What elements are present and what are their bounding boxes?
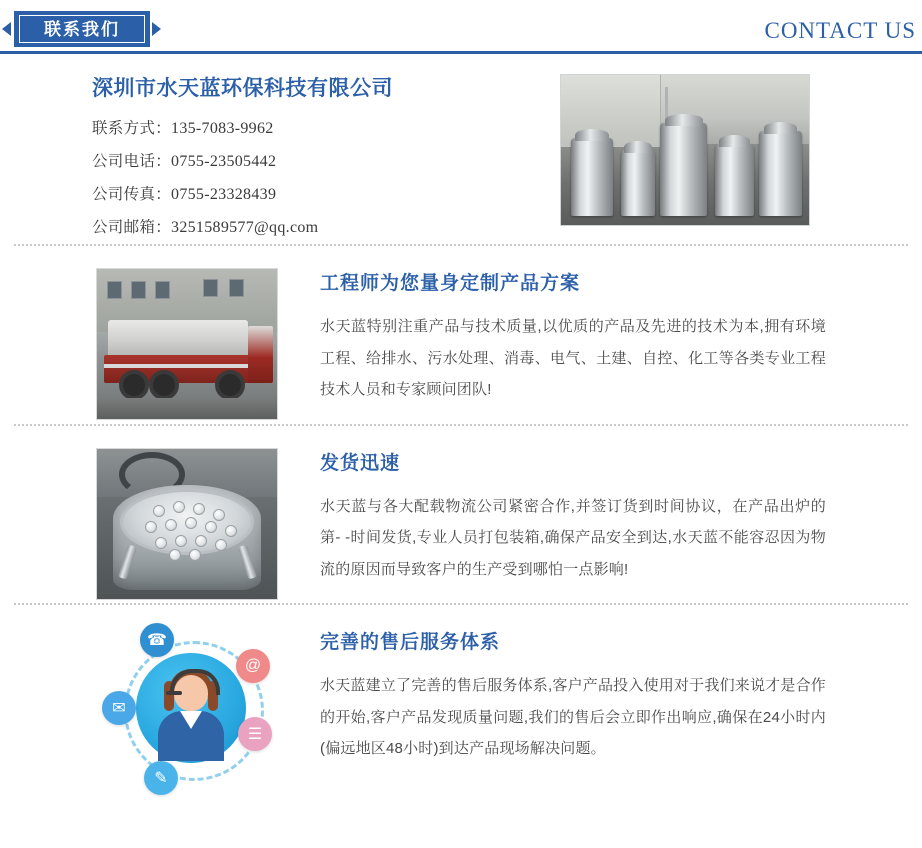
truck-cargo-load bbox=[108, 320, 248, 358]
feature-fast-delivery bbox=[0, 426, 922, 604]
vessel-nozzle bbox=[185, 517, 197, 529]
header-english-title: CONTACT US bbox=[764, 18, 916, 43]
truck-photo bbox=[96, 268, 278, 420]
contact-line-fax bbox=[92, 182, 393, 204]
vessel-nozzle bbox=[165, 519, 177, 531]
feature-1-text: 水天蓝特别注重产品与技术质量,以优质的产品及先进的技术为本,拥有环境工程、给排水、污水处理、消毒、电气、土建、自控、化工等各类专业工程技术人员和专家顾问团队! bbox=[320, 318, 826, 398]
feature-2-text: 水天蓝与各大配载物流公司紧密合作,并签订货到时间协议，在产品出炉的第- -时间发货,专业人员打包装箱,确保产品安全到达,水天蓝不能容忍因为物流的原因而导致客户的生产受到哪怕一点影响! bbox=[320, 497, 826, 578]
customer-service-illustration bbox=[96, 619, 286, 801]
photo-tank-3 bbox=[660, 123, 707, 216]
filter-vessel-photo bbox=[96, 448, 278, 600]
contact-label-fax: 公司传真： bbox=[92, 186, 172, 203]
contact-label-email: 公司邮箱： bbox=[92, 219, 172, 236]
photo-tank-1 bbox=[571, 138, 613, 216]
building-window-2 bbox=[131, 281, 146, 299]
vessel-nozzle bbox=[173, 501, 185, 513]
document-icon: ☰ bbox=[238, 717, 272, 751]
vessel-nozzle bbox=[225, 525, 237, 537]
contact-line-phone bbox=[92, 149, 393, 171]
feature-after-sales bbox=[0, 605, 922, 805]
feature-2-title: 发货迅速 bbox=[320, 452, 401, 474]
feature-custom-solution bbox=[0, 246, 922, 424]
building-window-5 bbox=[229, 279, 244, 297]
microphone-icon bbox=[166, 691, 182, 695]
vessel-nozzle bbox=[195, 535, 207, 547]
truck-wheel-2 bbox=[149, 370, 179, 400]
contact-label-phone: 公司电话： bbox=[92, 153, 172, 170]
feature-1-body bbox=[320, 268, 826, 406]
feature-3-title: 完善的售后服务体系 bbox=[320, 632, 501, 653]
contact-details bbox=[92, 72, 393, 248]
feature-3-text: 水天蓝建立了完善的售后服务体系,客户产品投入使用对于我们来说才是合作的开始,客户产品发现质量问题,我们的售后会立即作出响应,确保在24小时内(偏远地区48小时)到达产品现场解决问题。 bbox=[320, 677, 826, 757]
truck-cab bbox=[248, 326, 273, 383]
contact-value-phone: 0755-23505442 bbox=[171, 153, 277, 170]
feature-1-title: 工程师为您量身定制产品方案 bbox=[320, 273, 581, 294]
contact-value-email: 3251589577@qq.com bbox=[171, 219, 319, 236]
vessel-nozzle bbox=[169, 549, 181, 561]
vessel-nozzle bbox=[153, 505, 165, 517]
truck-wheel-3 bbox=[215, 370, 245, 400]
photo-tank-5 bbox=[759, 131, 801, 217]
building-window-4 bbox=[203, 279, 218, 297]
vessel-nozzle bbox=[145, 521, 157, 533]
tab-arrow-left-icon bbox=[2, 22, 11, 36]
chat-icon: ✎ bbox=[144, 761, 178, 795]
contact-block bbox=[0, 54, 922, 244]
contact-line-mobile bbox=[92, 116, 393, 138]
contact-line-email bbox=[92, 215, 393, 237]
envelope-icon: ✉ bbox=[102, 691, 136, 725]
building-window-1 bbox=[107, 281, 122, 299]
contact-tab-label: 联系我们 bbox=[44, 19, 120, 39]
vessel-nozzle bbox=[205, 521, 217, 533]
factory-equipment-photo bbox=[560, 74, 810, 226]
vessel-nozzle bbox=[193, 503, 205, 515]
phone-icon: ☎ bbox=[140, 623, 174, 657]
truck-bed-stripe bbox=[104, 364, 255, 368]
photo-tank-2 bbox=[621, 150, 656, 216]
contact-value-fax: 0755-23328439 bbox=[171, 186, 277, 203]
vessel-nozzle bbox=[213, 509, 225, 521]
truck-wheel-1 bbox=[119, 370, 149, 400]
feature-2-body bbox=[320, 448, 826, 586]
building-window-3 bbox=[155, 281, 170, 299]
company-name: 深圳市水天蓝环保科技有限公司 bbox=[92, 77, 393, 100]
truck-road bbox=[97, 398, 277, 419]
vessel-nozzle bbox=[175, 535, 187, 547]
feature-3-body bbox=[320, 627, 826, 765]
page-header bbox=[0, 0, 922, 54]
vessel-nozzle bbox=[155, 537, 167, 549]
contact-label-mobile: 联系方式： bbox=[92, 120, 172, 137]
photo-tank-4 bbox=[715, 144, 755, 216]
at-sign-icon: @ bbox=[236, 649, 270, 683]
contact-value-mobile: 135-7083-9962 bbox=[171, 120, 274, 137]
contact-tab-inner bbox=[19, 15, 145, 43]
vessel-nozzle bbox=[215, 539, 227, 551]
vessel-nozzle bbox=[189, 549, 201, 561]
tab-arrow-right-icon bbox=[152, 22, 161, 36]
contact-tab[interactable] bbox=[14, 11, 150, 47]
